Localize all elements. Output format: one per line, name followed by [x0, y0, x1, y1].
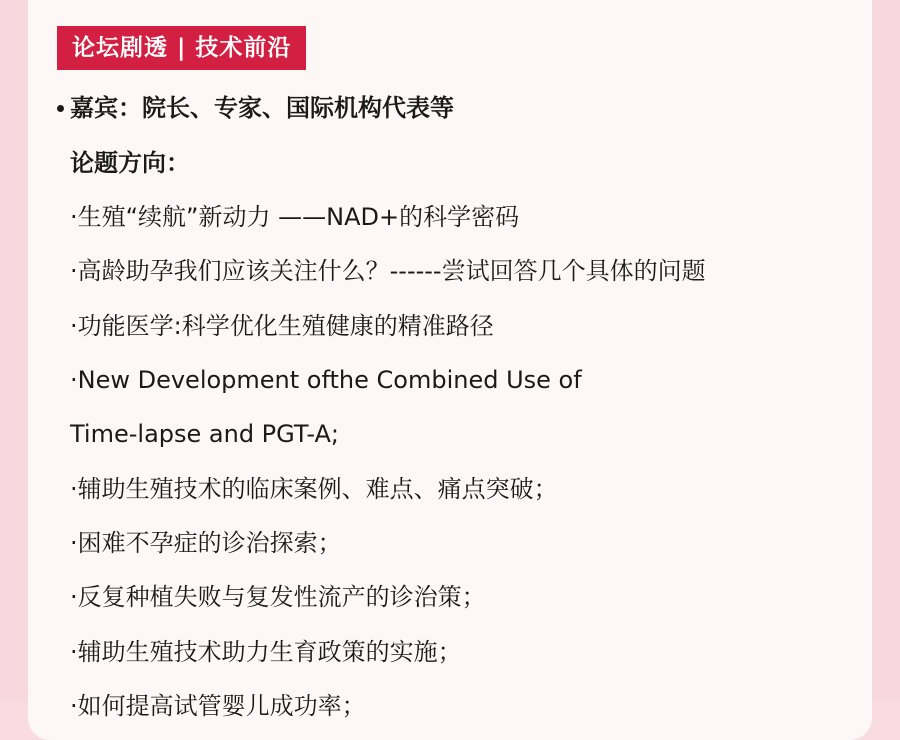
topic-item: ·New Development ofthe Combined Use of [70, 366, 582, 394]
topic-item: ·高龄助孕我们应该关注什么？------尝试回答几个具体的问题 [70, 257, 706, 285]
topic-item: ·辅助生殖技术助力生育政策的实施； [70, 638, 462, 666]
topic-item: ·反复种植失败与复发性流产的诊治策； [70, 583, 486, 611]
topic-item: ·辅助生殖技术的临床案例、难点、痛点突破； [70, 475, 558, 503]
bullet-dot-icon [57, 105, 64, 112]
section-header-tag: 论坛剧透 | 技术前沿 [57, 26, 306, 70]
topics-label: 论题方向： [70, 149, 190, 177]
topic-item: ·功能医学:科学优化生殖健康的精准路径 [70, 312, 494, 340]
topic-item: ·生殖“续航”新动力 ——NAD+的科学密码 [70, 203, 520, 231]
topic-item: ·如何提高试管婴儿成功率； [70, 692, 366, 720]
guests-line: 嘉宾：院长、专家、国际机构代表等 [70, 94, 454, 122]
topic-item-continuation: Time-lapse and PGT-A; [70, 420, 339, 448]
topic-item: ·困难不孕症的诊治探索； [70, 529, 342, 557]
